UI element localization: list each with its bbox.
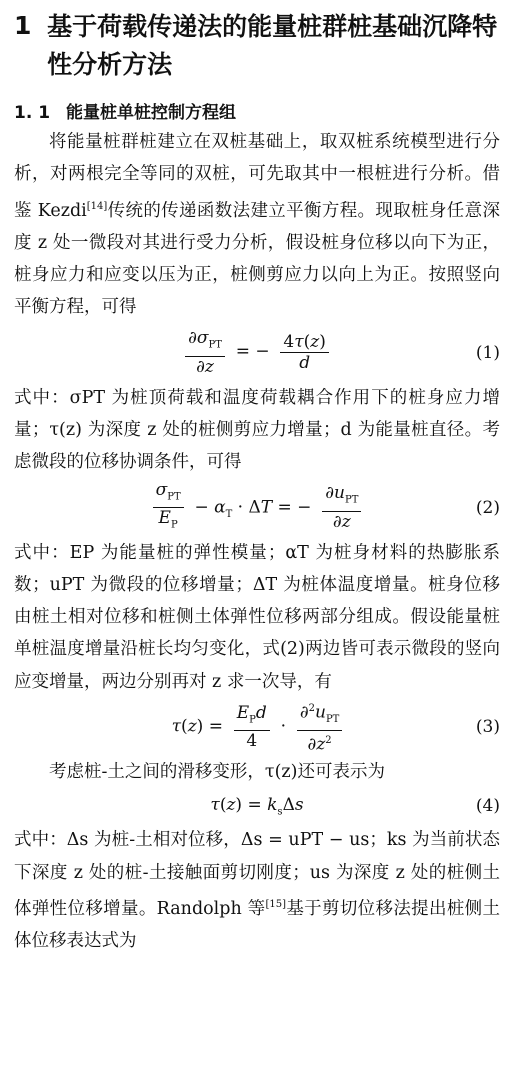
equation-4 (14, 788, 500, 824)
paragraph-3: 式中：EP 为能量桩的弹性模量；αT 为桩身材料的热膨胀系数；uPT 为微段的位移增量；ΔT 为桩体温度增量。桩身位移由桩土相对位移和桩侧土体弹性位移两部分组成。假设能量桩单桩温度增量沿桩长均匀变化，式(2)两边皆可表示微段的竖向应变增量，两边分别再对 z 求一次导，有 (14, 542, 500, 692)
equation-2-expression: $\frac{\sigma_{PT}}{E_P}$ − $\alpha_T \cdot \Delta T$ = − $\frac{\partial u_{PT}}{\partial z}$ (14, 480, 500, 536)
paragraph-1-text-a: 将能量桩群桩建立在双桩基础上，取双桩系统模型进行分析，对两根完全等同的双桩，可先取其中一根桩进行分析。借鉴 Kezdi (14, 132, 500, 221)
equation-1-expression: $\frac{\partial\sigma_{PT}}{\partial z}$ = − $\frac{4\tau(z)}{d}$ (14, 328, 500, 376)
section-title: 基于荷载传递法的能量桩群桩基础沉降特性分析方法 (47, 12, 498, 79)
equation-2 (14, 479, 500, 537)
equation-3-tag: (3) (475, 716, 500, 737)
subsection-heading (14, 100, 500, 126)
equation-3-expression: τ(z) = $\frac{E_Pd}{4}$ · $\frac{\partial^2u_{PT}}{\partial z^2}$ (14, 699, 500, 755)
paragraph-5 (14, 824, 500, 957)
paragraph-5-text-a: 式中：Δs 为桩-土相对位移，Δs = uPT − us；ks 为当前状态下深度 z 处的桩-土接触面剪切刚度；us 为深度 z 处的桩侧土体弹性位移增量。Randolph 等 (14, 830, 500, 919)
paper-page (14, 6, 500, 957)
paragraph-1 (14, 126, 500, 324)
equation-3 (14, 698, 500, 756)
equation-4-tag: (4) (475, 796, 500, 817)
paragraph-1-text-b: 传统的传递函数法建立平衡方程。现取桩身任意深度 z 处一微段对其进行受力分析，假设桩身位移以向下为正，桩身应力和应变以压为正，桩侧剪应力以向上为正。按照竖向平衡方程，可得 (14, 200, 500, 318)
equation-1 (14, 324, 500, 382)
paragraph-2: 式中：σPT 为桩顶荷载和温度荷载耦合作用下的桩身应力增量；τ(z) 为深度 z 处的桩侧剪应力增量；d 为能量桩直径。考虑微段的位移协调条件，可得 (14, 387, 500, 473)
paragraph-5-text-b: 基于剪切位移法提出桩侧土体位移表达式为 (14, 898, 501, 951)
equation-2-tag: (2) (475, 497, 500, 518)
citation-14: [14] (86, 200, 108, 212)
subsection-title: 能量桩单桩控制方程组 (66, 103, 237, 123)
equation-4-expression: $\tau(z) = k_s\Delta s$ (210, 795, 304, 818)
section-number: 1 (14, 11, 32, 40)
section-heading (14, 8, 500, 84)
paragraph-4: 考虑桩-土之间的滑移变形，τ(z)还可表示为 (49, 761, 385, 782)
citation-15: [15] (265, 898, 287, 910)
equation-1-tag: (1) (475, 342, 500, 363)
subsection-number: 1. 1 (14, 103, 51, 123)
